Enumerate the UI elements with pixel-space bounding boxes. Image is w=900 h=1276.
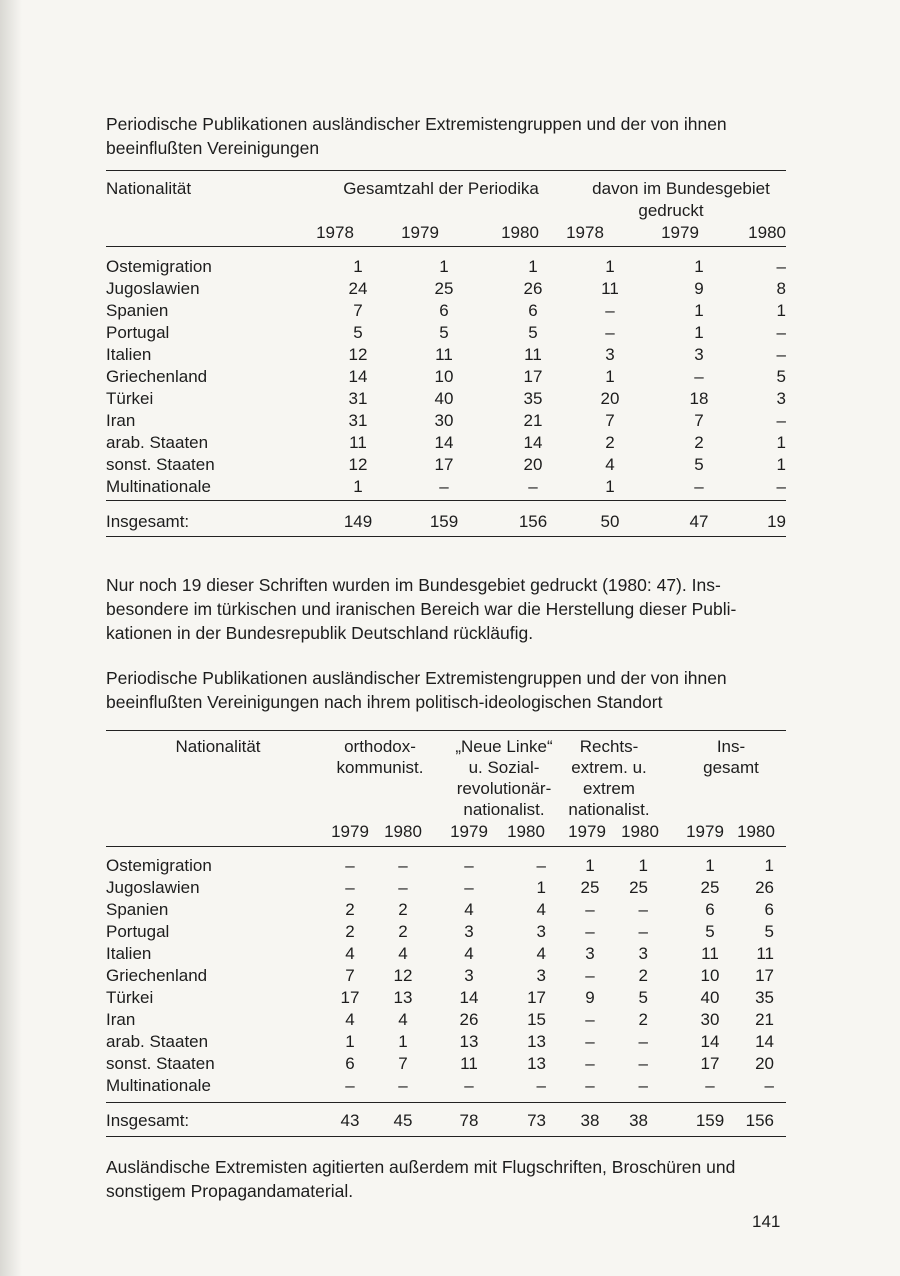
row-label: Türkei [106, 389, 154, 408]
table-cell: 10 [700, 966, 720, 985]
table-cell: 20 [600, 389, 620, 408]
table-cell: – [638, 1054, 648, 1073]
table-cell: 1 [694, 301, 704, 320]
table-cell: 13 [527, 1054, 546, 1073]
table-cell: 25 [580, 878, 600, 897]
table-cell: 4 [605, 455, 615, 474]
table-cell: – [464, 878, 474, 897]
table-cell: 14 [523, 433, 543, 452]
table-cell: – [585, 966, 595, 985]
table2 [106, 0, 786, 1150]
year-header: 1979 [401, 223, 439, 242]
table-cell: 11 [460, 1054, 478, 1073]
column-group-header: extrem. u. [571, 758, 647, 777]
table-cell: – [398, 878, 408, 897]
table-cell: 4 [536, 944, 546, 963]
table-cell: 1 [398, 1032, 408, 1051]
column-group-header: Ins- [716, 737, 746, 756]
table-cell: – [345, 856, 355, 875]
table-cell: – [528, 477, 538, 496]
table-cell: 6 [764, 900, 774, 919]
table-cell: 3 [585, 944, 595, 963]
table-cell: – [694, 367, 704, 386]
caption-line: beeinflußten Vereinigungen [106, 138, 320, 158]
row-label: Türkei [106, 988, 154, 1007]
column-group-header: orthodox- [344, 737, 416, 756]
table-cell: 6 [345, 1054, 355, 1073]
table-cell: 5 [353, 323, 363, 342]
row-label: Ostemigration [106, 257, 212, 276]
paragraph-line: sonstigem Propagandamaterial. [106, 1181, 354, 1201]
table-cell: – [638, 900, 648, 919]
table-cell: 2 [638, 1010, 648, 1029]
table-cell: 26 [523, 279, 543, 298]
table-cell: 2 [638, 966, 648, 985]
table-cell: – [776, 345, 786, 364]
table-cell: 14 [459, 988, 479, 1007]
table-cell: 9 [694, 279, 704, 298]
table-cell: 4 [464, 900, 474, 919]
table-cell: 14 [700, 1032, 720, 1051]
table-cell: 35 [523, 389, 543, 408]
table-cell: 5 [764, 922, 774, 941]
table-cell: 12 [348, 455, 368, 474]
row-label: Multinationale [106, 1076, 211, 1095]
column-group-header: nationalist. [463, 800, 545, 819]
table-cell: 1 [776, 455, 786, 474]
table-cell: 1 [345, 1032, 355, 1051]
row-label: Iran [106, 1010, 136, 1029]
year-header: 1980 [748, 223, 786, 242]
table-cell: 11 [601, 279, 619, 298]
table-cell: 2 [694, 433, 704, 452]
table-cell: – [776, 323, 786, 342]
table-cell: – [764, 1076, 774, 1095]
table-cell: – [345, 1076, 355, 1095]
table-cell: 1 [605, 477, 615, 496]
table-cell: 14 [755, 1032, 774, 1051]
table-cell: 1 [353, 257, 363, 276]
table-cell: 5 [528, 323, 538, 342]
table-cell: 5 [705, 922, 715, 941]
total-cell: 156 [518, 512, 548, 531]
table-cell: 4 [345, 944, 355, 963]
year-header: 1980 [384, 822, 422, 841]
caption-line: Periodische Publikationen ausländischer Extremistengruppen und der von ihnen [106, 114, 727, 134]
table-cell: 17 [527, 988, 546, 1007]
table-cell: 7 [353, 301, 363, 320]
table-cell: 40 [700, 988, 720, 1007]
row-label: Spanien [106, 301, 169, 320]
table-cell: 2 [605, 433, 615, 452]
column-group-header: u. Sozial- [468, 758, 540, 777]
year-header: 1980 [621, 822, 659, 841]
table-cell: 5 [638, 988, 648, 1007]
table-cell: 10 [434, 367, 454, 386]
total-label: Insgesamt: [106, 1111, 190, 1130]
table-cell: 1 [638, 856, 648, 875]
table-cell: 6 [439, 301, 449, 320]
table-cell: 4 [464, 944, 474, 963]
table-cell: 21 [523, 411, 543, 430]
table-cell: – [776, 477, 786, 496]
table-cell: – [776, 411, 786, 430]
total-cell: 50 [600, 512, 620, 531]
year-header: 1980 [737, 822, 775, 841]
table-cell: 13 [393, 988, 413, 1007]
table-cell: 25 [434, 279, 454, 298]
total-cell: 47 [689, 512, 709, 531]
row-label: Portugal [106, 323, 170, 342]
column-group-header: Rechts- [579, 737, 639, 756]
row-label: Portugal [106, 922, 170, 941]
table-cell: 13 [527, 1032, 546, 1051]
table-cell: 7 [694, 411, 704, 430]
column-header-printed: gedruckt [638, 201, 704, 220]
column-header-nationality: Nationalität [175, 737, 261, 756]
table-cell: 3 [776, 389, 786, 408]
year-header: 1980 [507, 822, 545, 841]
table-cell: 1 [776, 433, 786, 452]
table-cell: – [536, 1076, 546, 1095]
table-cell: 30 [434, 411, 454, 430]
table-cell: 2 [345, 900, 355, 919]
table-cell: – [585, 1032, 595, 1051]
table-cell: 1 [585, 856, 595, 875]
table-cell: 25 [700, 878, 720, 897]
column-header-total-periodicals: Gesamtzahl der Periodika [343, 179, 539, 198]
table-cell: 20 [755, 1054, 774, 1073]
year-header: 1979 [450, 822, 488, 841]
caption-line: Periodische Publikationen ausländischer Extremistengruppen und der von ihnen [106, 668, 727, 688]
table-cell: – [585, 1076, 595, 1095]
total-cell: 43 [340, 1111, 360, 1130]
table-cell: – [398, 1076, 408, 1095]
total-cell: 159 [429, 512, 459, 531]
row-label: Italien [106, 944, 152, 963]
table-cell: 35 [755, 988, 774, 1007]
table-cell: 18 [689, 389, 709, 408]
table-cell: 26 [755, 878, 774, 897]
table-cell: 11 [701, 944, 719, 963]
table-cell: – [694, 477, 704, 496]
row-label: arab. Staaten [106, 1032, 209, 1051]
row-label: Jugoslawien [106, 279, 200, 298]
table-cell: 1 [528, 257, 538, 276]
table-cell: 8 [776, 279, 786, 298]
table-cell: 7 [345, 966, 355, 985]
table-cell: 1 [439, 257, 449, 276]
table-cell: 1 [705, 856, 715, 875]
total-label: Insgesamt: [106, 512, 190, 531]
table-cell: 40 [434, 389, 454, 408]
table-cell: – [776, 257, 786, 276]
column-group-header: kommunist. [336, 758, 424, 777]
table-cell: 5 [439, 323, 449, 342]
table-cell: 31 [348, 389, 368, 408]
table-cell: 7 [605, 411, 615, 430]
table-cell: 14 [434, 433, 454, 452]
table-cell: 4 [398, 1010, 408, 1029]
table-cell: 2 [398, 922, 408, 941]
table-cell: – [585, 922, 595, 941]
table-cell: 11 [435, 345, 453, 364]
year-header: 1979 [568, 822, 606, 841]
column-group-header: gesamt [703, 758, 759, 777]
table-cell: – [398, 856, 408, 875]
table-cell: 2 [398, 900, 408, 919]
total-cell: 38 [629, 1111, 648, 1130]
table-cell: 12 [348, 345, 368, 364]
table-cell: – [536, 856, 546, 875]
table-cell: 31 [348, 411, 368, 430]
table-cell: 3 [464, 922, 474, 941]
table-cell: 1 [605, 257, 615, 276]
table-cell: 17 [434, 455, 454, 474]
year-header: 1979 [331, 822, 369, 841]
row-label: Griechenland [106, 966, 208, 985]
table-cell: 9 [585, 988, 595, 1007]
paragraph-propaganda [106, 1155, 796, 1203]
table-cell: – [439, 477, 449, 496]
table-cell: 11 [756, 944, 774, 963]
paragraph-line: Ausländische Extremisten agitierten außerdem mit Flugschriften, Broschüren und [106, 1157, 736, 1177]
column-group-header: „Neue Linke“ [455, 737, 553, 756]
paragraph-line: kationen in der Bundesrepublik Deutschland rückläufig. [106, 623, 534, 643]
table-cell: 12 [393, 966, 413, 985]
table-cell: – [605, 323, 615, 342]
table-cell: 25 [629, 878, 648, 897]
total-cell: 45 [393, 1111, 413, 1130]
table-cell: – [638, 1076, 648, 1095]
total-cell: 156 [745, 1111, 774, 1130]
table-cell: 3 [536, 922, 546, 941]
table-cell: 26 [459, 1010, 479, 1029]
row-label: Iran [106, 411, 136, 430]
table-cell: 4 [345, 1010, 355, 1029]
table-cell: 4 [536, 900, 546, 919]
row-label: arab. Staaten [106, 433, 209, 452]
table-cell: 3 [694, 345, 704, 364]
table-cell: 1 [536, 878, 546, 897]
table-cell: 3 [536, 966, 546, 985]
row-label: Jugoslawien [106, 878, 200, 897]
table-cell: 6 [528, 301, 538, 320]
table-cell: 6 [705, 900, 715, 919]
table-cell: 7 [398, 1054, 408, 1073]
page-number: 141 [752, 1212, 781, 1231]
table-cell: 1 [694, 323, 704, 342]
year-header: 1980 [501, 223, 539, 242]
table-cell: 5 [694, 455, 704, 474]
table-cell: 3 [638, 944, 648, 963]
table-cell: – [605, 301, 615, 320]
total-cell: 149 [343, 512, 373, 531]
year-header: 1978 [566, 223, 604, 242]
table-cell: 3 [464, 966, 474, 985]
table-cell: 30 [700, 1010, 720, 1029]
table-cell: 17 [700, 1054, 720, 1073]
column-group-header: nationalist. [568, 800, 650, 819]
total-cell: 38 [580, 1111, 600, 1130]
table-cell: 1 [353, 477, 363, 496]
paragraph-line: Nur noch 19 dieser Schriften wurden im Bundesgebiet gedruckt (1980: 47). Ins- [106, 575, 721, 595]
table-cell: – [705, 1076, 715, 1095]
table-cell: 24 [348, 279, 368, 298]
table-cell: – [585, 1054, 595, 1073]
total-cell: 19 [767, 512, 786, 531]
table-cell: – [638, 922, 648, 941]
row-label: sonst. Staaten [106, 1054, 215, 1073]
table-cell: – [585, 1010, 595, 1029]
table-cell: – [464, 1076, 474, 1095]
table-cell: 11 [524, 345, 542, 364]
table-cell: 17 [523, 367, 543, 386]
column-header-printed: davon im Bundesgebiet [592, 179, 770, 198]
caption-line: beeinflußten Vereinigungen nach ihrem politisch-ideologischen Standort [106, 692, 663, 712]
year-header: 1978 [316, 223, 354, 242]
total-cell: 73 [527, 1111, 546, 1130]
table-cell: – [345, 878, 355, 897]
column-header-nationality: Nationalität [106, 179, 192, 198]
table-cell: 13 [459, 1032, 479, 1051]
row-label: Ostemigration [106, 856, 212, 875]
table-cell: – [585, 900, 595, 919]
column-group-header: extrem [583, 779, 635, 798]
page-edge-shadow [0, 0, 22, 1276]
table-cell: 3 [605, 345, 615, 364]
table-cell: 1 [694, 257, 704, 276]
column-group-header: revolutionär- [456, 779, 552, 798]
row-label: Multinationale [106, 477, 211, 496]
year-header: 1979 [686, 822, 724, 841]
row-label: sonst. Staaten [106, 455, 215, 474]
table-cell: 1 [776, 301, 786, 320]
table-cell: – [464, 856, 474, 875]
table-cell: 14 [348, 367, 368, 386]
total-cell: 159 [695, 1111, 725, 1130]
table-cell: 1 [605, 367, 615, 386]
table-cell: 11 [349, 433, 367, 452]
table-cell: 1 [764, 856, 774, 875]
table-cell: 17 [340, 988, 360, 1007]
table-cell: 21 [755, 1010, 774, 1029]
table-cell: 2 [345, 922, 355, 941]
table-cell: 15 [527, 1010, 546, 1029]
total-cell: 78 [459, 1111, 479, 1130]
table-cell: 20 [523, 455, 543, 474]
row-label: Spanien [106, 900, 169, 919]
row-label: Italien [106, 345, 152, 364]
year-header: 1979 [661, 223, 699, 242]
table-cell: 17 [755, 966, 774, 985]
table-cell: 5 [776, 367, 786, 386]
row-label: Griechenland [106, 367, 208, 386]
paragraph-line: besondere im türkischen und iranischen Bereich war die Herstellung dieser Publi- [106, 599, 737, 619]
table-cell: – [638, 1032, 648, 1051]
table-cell: 4 [398, 944, 408, 963]
